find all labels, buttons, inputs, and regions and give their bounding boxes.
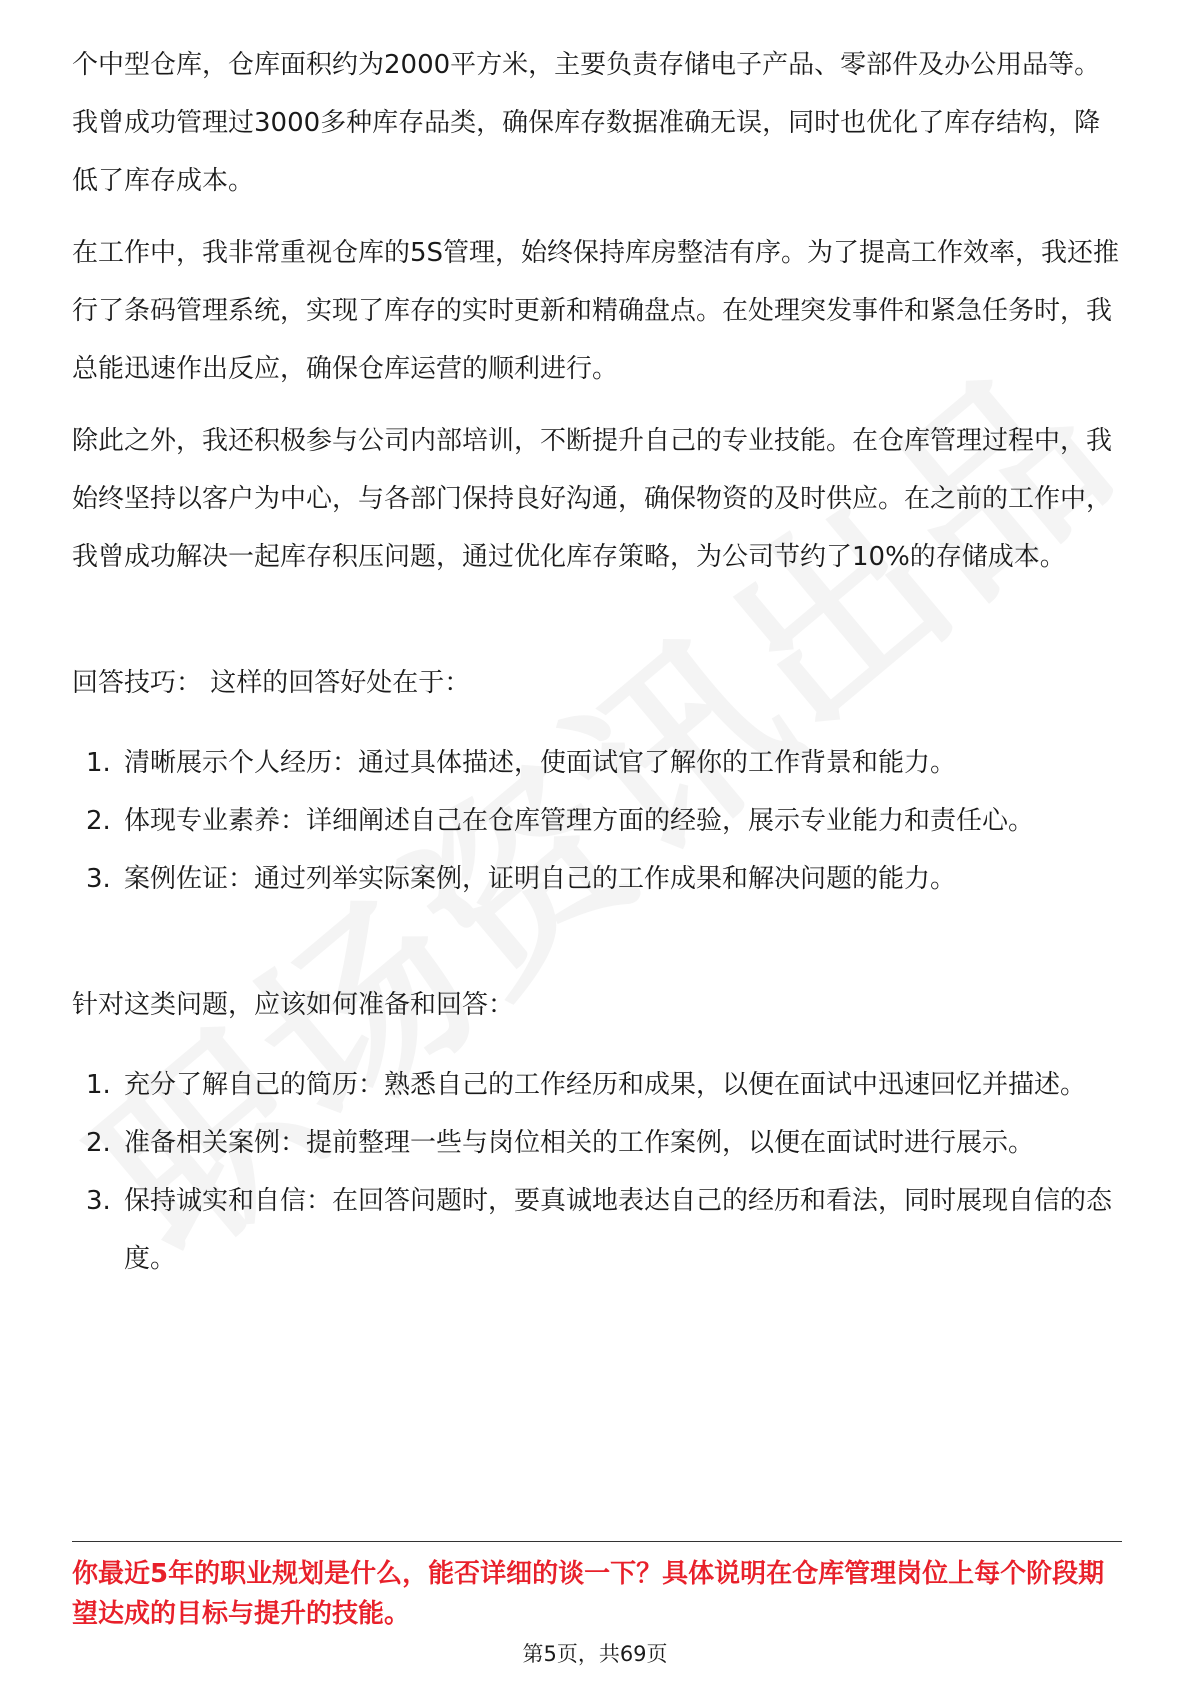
list-item-number: 2. — [86, 1128, 111, 1158]
list-item — [72, 1172, 1122, 1288]
page-number: 第5页，共69页 — [522, 1642, 668, 1666]
tips-heading: 回答技巧： 这样的回答好处在于： — [72, 668, 471, 698]
body-paragraph-3: 除此之外，我还积极参与公司内部培训，不断提升自己的专业技能。在仓库管理过程中，我始终坚持以客户为中心，与各部门保持良好沟通，确保物资的及时供应。在之前的工作中，我曾成功解决一起库存积压问题，通过优化库存策略，为公司节约了10%的存储成本。 — [72, 426, 1113, 572]
list-item-text: 保持诚实和自信：在回答问题时，要真诚地表达自己的经历和看法，同时展现自信的态度。 — [124, 1186, 1113, 1274]
list-item — [72, 1114, 1122, 1172]
list-item-number: 3. — [86, 864, 111, 894]
list-item-text: 清晰展示个人经历：通过具体描述，使面试官了解你的工作背景和能力。 — [124, 748, 957, 778]
list-item — [72, 850, 1122, 908]
list-item-number: 2. — [86, 806, 111, 836]
list-item — [72, 792, 1122, 850]
body-paragraph-1: 个中型仓库，仓库面积约为2000平方米，主要负责存储电子产品、零部件及办公用品等。我曾成功管理过3000多种库存品类，确保库存数据准确无误，同时也优化了库存结构，降低了库存成本。 — [72, 50, 1101, 196]
list-item-text: 体现专业素养：详细阐述自己在仓库管理方面的经验，展示专业能力和责任心。 — [124, 806, 1035, 836]
next-question: 你最近5年的职业规划是什么，能否详细的谈一下？具体说明在仓库管理岗位上每个阶段期望达成的目标与提升的技能。 — [72, 1559, 1105, 1629]
list-item — [72, 1056, 1122, 1114]
list-item-number: 1. — [86, 1070, 111, 1100]
prep-list — [72, 1056, 1122, 1288]
list-item-text: 案例佐证：通过列举实际案例，证明自己的工作成果和解决问题的能力。 — [124, 864, 957, 894]
divider — [72, 1541, 1122, 1542]
prep-heading: 针对这类问题，应该如何准备和回答： — [72, 990, 515, 1020]
list-item — [72, 734, 1122, 792]
tips-list — [72, 734, 1122, 908]
list-item-number: 3. — [86, 1186, 111, 1216]
list-item-number: 1. — [86, 748, 111, 778]
body-paragraph-2: 在工作中，我非常重视仓库的5S管理，始终保持库房整洁有序。为了提高工作效率，我还推行了条码管理系统，实现了库存的实时更新和精确盘点。在处理突发事件和紧急任务时，我总能迅速作出反应，确保仓库运营的顺利进行。 — [72, 238, 1120, 384]
list-item-text: 准备相关案例：提前整理一些与岗位相关的工作案例，以便在面试时进行展示。 — [124, 1128, 1035, 1158]
list-item-text: 充分了解自己的简历：熟悉自己的工作经历和成果，以便在面试中迅速回忆并描述。 — [124, 1070, 1087, 1100]
